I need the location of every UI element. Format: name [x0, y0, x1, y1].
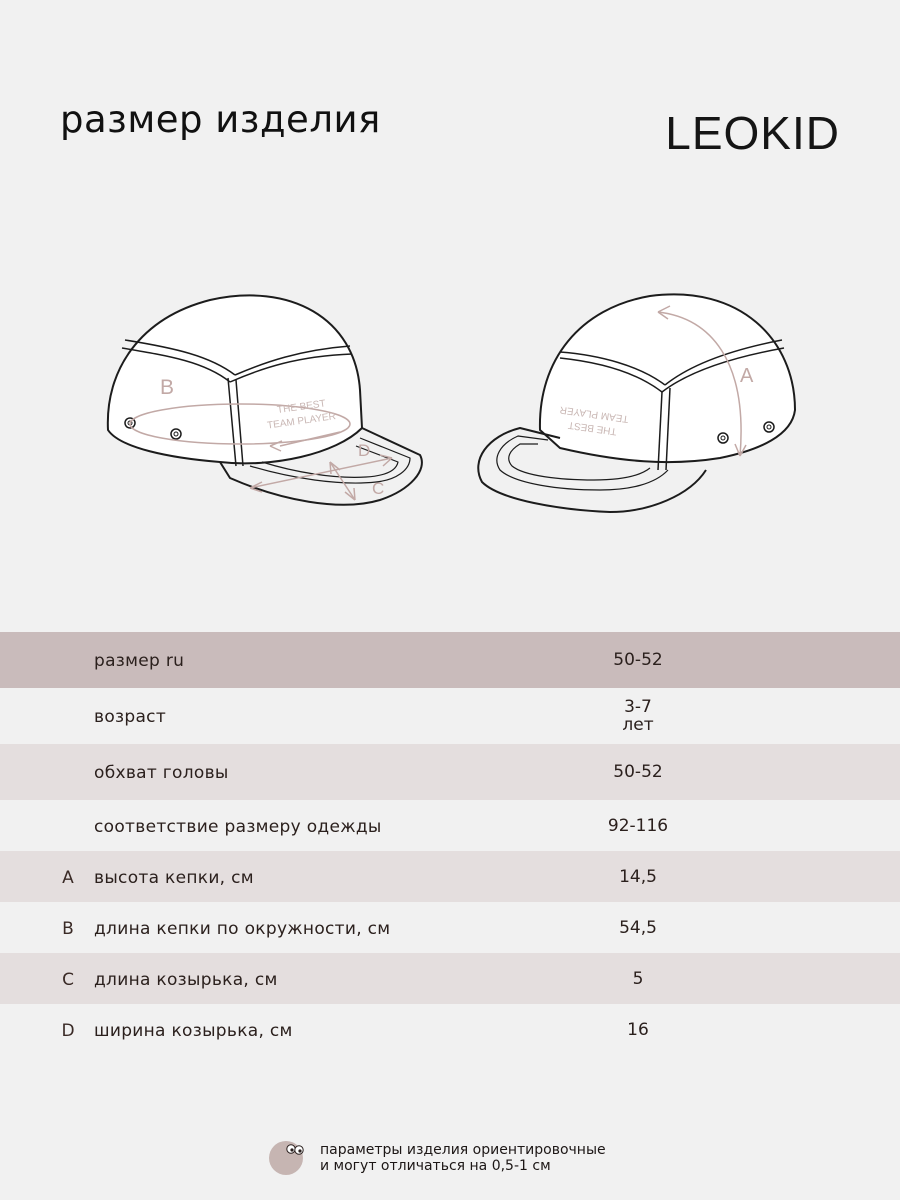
row-label: возраст [94, 707, 167, 727]
table-row-size-ru [0, 632, 900, 688]
row-value: 92-116 [607, 816, 669, 836]
marker-c: C [372, 479, 385, 498]
mascot-icon [268, 1140, 304, 1176]
brand-logo: LEOKID [665, 107, 840, 159]
footnote-line-2: и могут отличаться на 0,5-1 см [320, 1158, 551, 1174]
size-table [0, 632, 900, 1055]
row-value: 54,5 [619, 918, 657, 938]
marker-d: D [358, 441, 371, 460]
marker-a: A [740, 365, 754, 387]
row-value: 16 [627, 1020, 649, 1040]
footnote-line-1: параметры изделия ориентировочные [320, 1142, 606, 1158]
row-value: 50-52 [613, 762, 663, 782]
row-letter: A [62, 868, 74, 888]
row-label: соответствие размеру одежды [94, 817, 382, 837]
row-label: длина кепки по окружности, см [94, 919, 391, 939]
row-value-unit: лет [622, 715, 654, 735]
row-value: 5 [632, 969, 644, 989]
table-row-visor-length [0, 953, 900, 1004]
footnote-text [320, 1142, 606, 1174]
row-letter: C [62, 970, 74, 990]
row-letter: D [61, 1021, 75, 1041]
left-cap-print-line1: THE BEST [276, 398, 327, 417]
left-cap-print-line2: TEAM PLAYER [266, 411, 337, 432]
row-value: 3-7 [624, 697, 652, 717]
left-cap-drawing [108, 295, 422, 504]
marker-b: B [160, 376, 175, 399]
right-cap-print-line2: TEAM PLAYER [559, 403, 630, 425]
page-title: размер изделия [60, 98, 381, 141]
row-label: длина козырька, см [94, 970, 278, 990]
cap-illustration [0, 270, 900, 530]
row-letter: B [62, 919, 74, 939]
row-label: размер ru [94, 651, 185, 671]
table-row-circumference [0, 902, 900, 953]
right-cap-print-line1: THE BEST [567, 418, 618, 437]
table-row-age [0, 688, 900, 744]
table-row-head-girth [0, 744, 900, 800]
row-value: 50-52 [613, 650, 663, 670]
row-label: высота кепки, см [94, 868, 254, 888]
table-row-clothing-size [0, 800, 900, 851]
footnote [268, 1140, 688, 1176]
table-row-cap-height [0, 851, 900, 902]
row-value: 14,5 [619, 867, 657, 887]
row-label: ширина козырька, см [94, 1021, 293, 1041]
right-cap-drawing [478, 294, 795, 512]
table-row-visor-width [0, 1004, 900, 1055]
row-label: обхват головы [94, 763, 229, 783]
